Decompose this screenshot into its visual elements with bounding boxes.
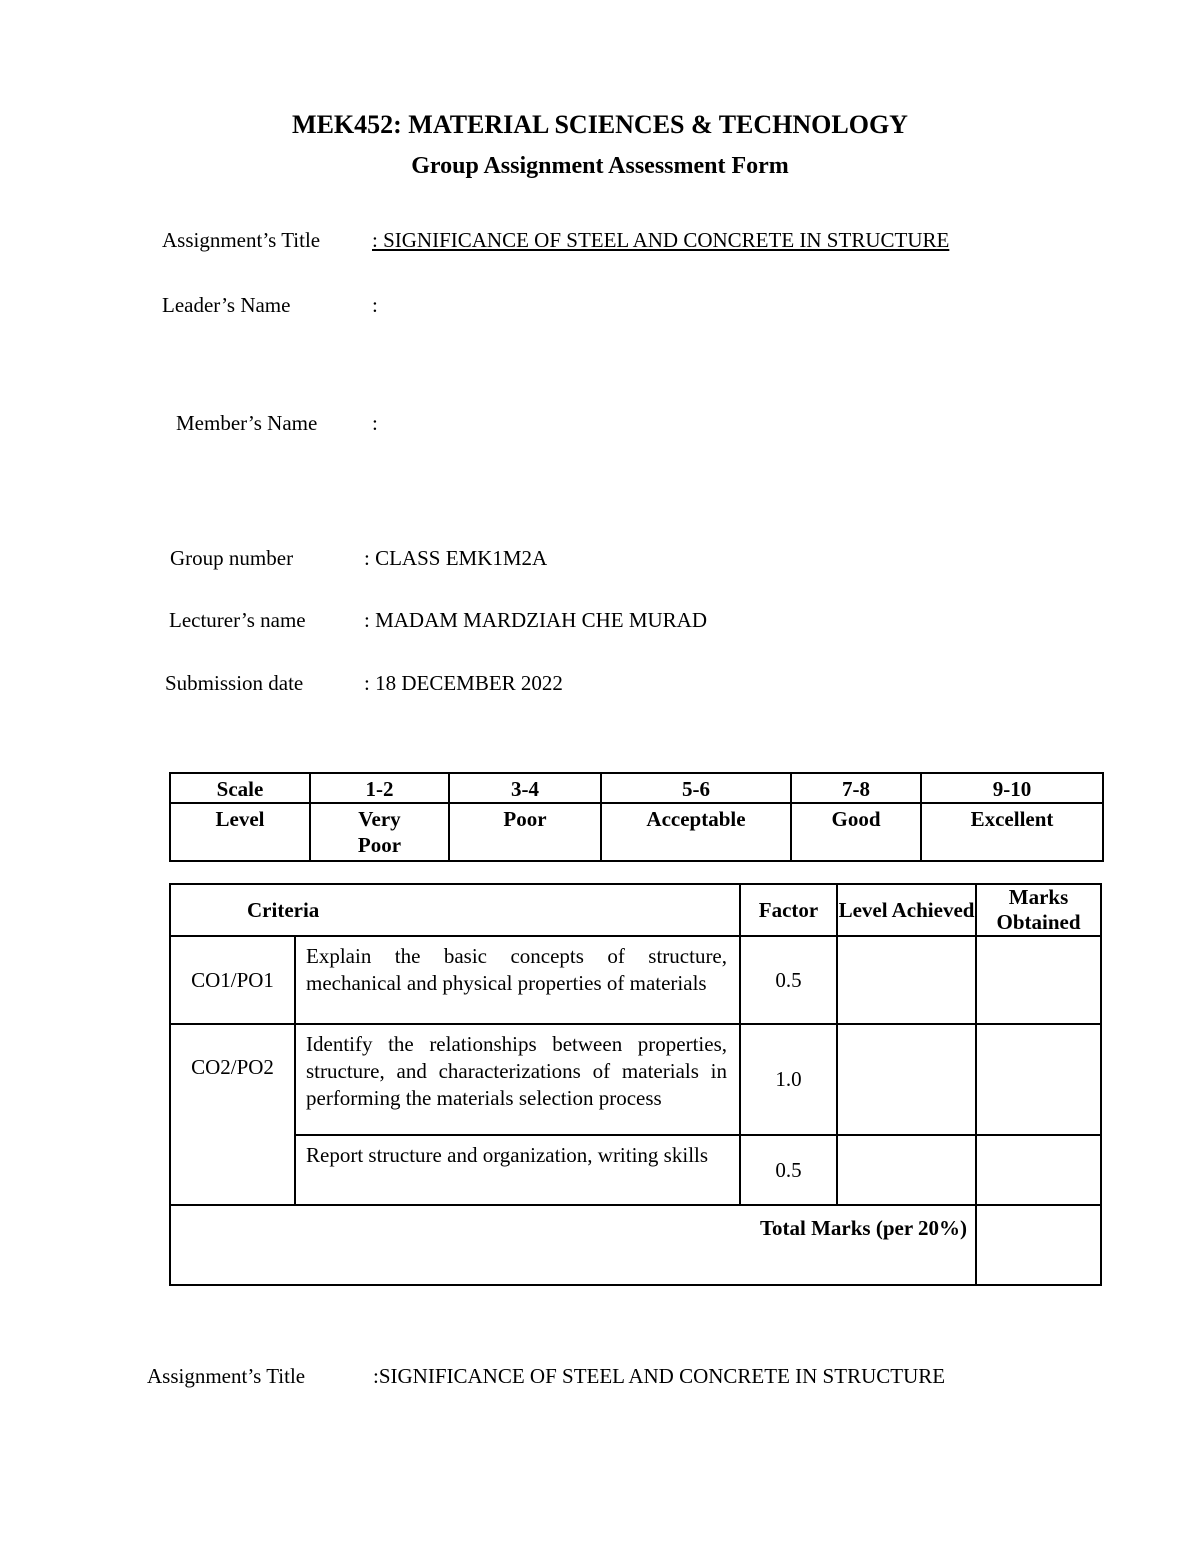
marks-obtained-cell[interactable]	[976, 936, 1101, 1024]
assignment-title-label: Assignment’s Title	[162, 228, 321, 252]
lecturer-name-value: : MADAM MARDZIAH CHE MURAD	[364, 608, 708, 632]
scale-value: 7-8	[791, 773, 921, 803]
criteria-code: CO2/PO2	[170, 1024, 295, 1205]
criteria-factor: 1.0	[740, 1024, 837, 1135]
leader-name-value: :	[372, 293, 378, 317]
criteria-code: CO1/PO1	[170, 936, 295, 1024]
scale-value: 3-4	[449, 773, 601, 803]
criteria-header: Criteria	[170, 884, 740, 936]
leader-name-label: Leader’s Name	[162, 293, 291, 317]
assignment-title-value: : SIGNIFICANCE OF STEEL AND CONCRETE IN STRUCTURE	[372, 228, 950, 252]
group-number-value: : CLASS EMK1M2A	[364, 546, 548, 570]
criteria-description: Explain the basic concepts of structure, mechanical and physical properties of materials	[295, 936, 740, 1024]
scale-value: 1-2	[310, 773, 449, 803]
scale-value: 5-6	[601, 773, 791, 803]
level-value: Very Poor	[310, 803, 449, 861]
total-marks-label: Total Marks (per 20%)	[170, 1205, 976, 1285]
criteria-description: Identify the relationships between properties, structure, and characterizations of materials in performing the materials selection process	[295, 1024, 740, 1135]
level-value: Excellent	[921, 803, 1103, 861]
level-value: Good	[791, 803, 921, 861]
scale-header: Scale	[170, 773, 310, 803]
course-title: MEK452: MATERIAL SCIENCES & TECHNOLOGY	[292, 110, 908, 139]
criteria-table	[169, 883, 1102, 1286]
level-value: Acceptable	[601, 803, 791, 861]
criteria-description: Report structure and organization, writing skills	[295, 1135, 740, 1205]
submission-date-label: Submission date	[165, 671, 304, 695]
member-name-label: Member’s Name	[176, 411, 318, 435]
footer-assignment-title-value: :SIGNIFICANCE OF STEEL AND CONCRETE IN STRUCTURE	[373, 1364, 946, 1388]
level-achieved-cell[interactable]	[837, 936, 976, 1024]
marks-obtained-header: Marks Obtained	[976, 884, 1101, 936]
level-value: Poor	[449, 803, 601, 861]
group-number-label: Group number	[170, 546, 294, 570]
level-achieved-cell[interactable]	[837, 1024, 976, 1135]
level-header: Level	[170, 803, 310, 861]
member-name-value: :	[372, 411, 378, 435]
level-achieved-header: Level Achieved	[837, 884, 976, 936]
form-title: Group Assignment Assessment Form	[411, 153, 789, 179]
scale-value: 9-10	[921, 773, 1103, 803]
marks-obtained-cell[interactable]	[976, 1135, 1101, 1205]
criteria-factor: 0.5	[740, 1135, 837, 1205]
marks-obtained-cell[interactable]	[976, 1024, 1101, 1135]
submission-date-value: : 18 DECEMBER 2022	[364, 671, 563, 695]
footer-assignment-title-label: Assignment’s Title	[147, 1364, 306, 1388]
level-achieved-cell[interactable]	[837, 1135, 976, 1205]
factor-header: Factor	[740, 884, 837, 936]
scale-table	[169, 772, 1104, 862]
criteria-factor: 0.5	[740, 936, 837, 1024]
total-marks-cell[interactable]	[976, 1205, 1101, 1285]
lecturer-name-label: Lecturer’s name	[169, 608, 306, 632]
